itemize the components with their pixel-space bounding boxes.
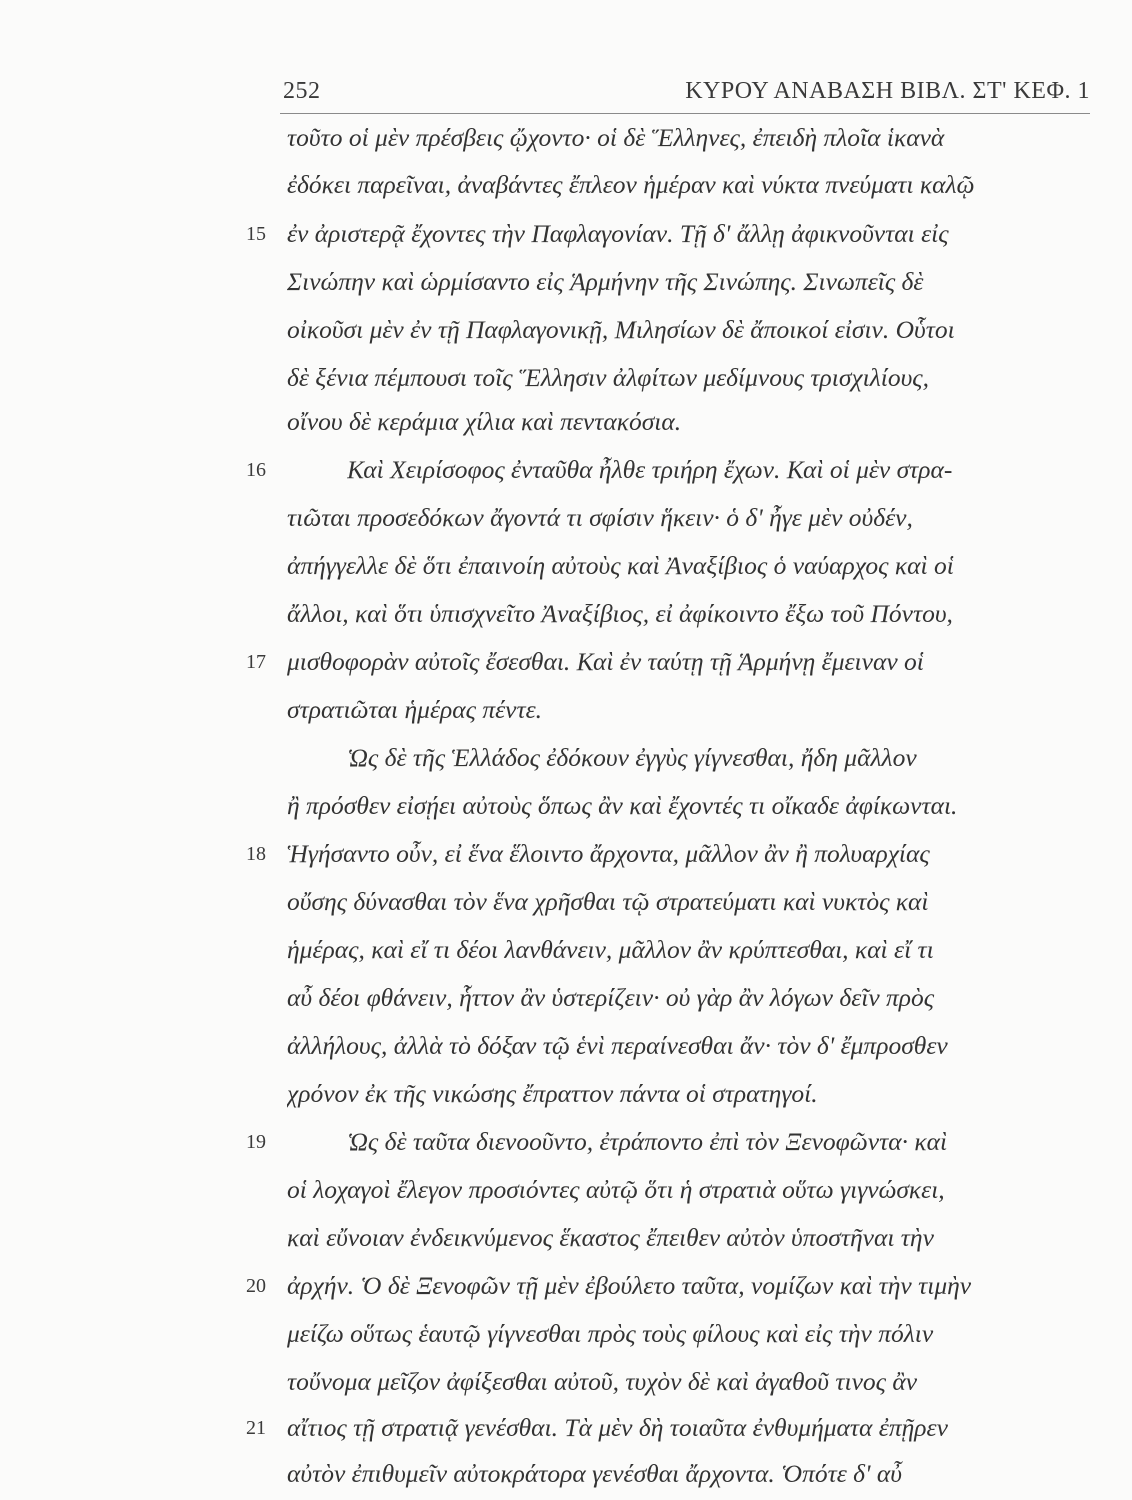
text-line: αὐτὸν ἐπιθυμεῖν αὐτοκράτορα γενέσθαι ἄρχοντα. Ὁπότε δ' αὖ <box>287 1459 902 1488</box>
text-line: ἐν ἀριστερᾷ ἔχοντες τὴν Παφλαγονίαν. Τῇ δ' ἄλλῃ ἀφικνοῦνται εἰς <box>287 219 949 248</box>
text-line: ἄλλοι, καὶ ὅτι ὑπισχνεῖτο Ἀναξίβιος, εἰ ἀφίκοιντο ἔξω τοῦ Πόντου, <box>287 599 953 628</box>
text-line: Ὡς δὲ τῆς Ἑλλάδος ἐδόκουν ἐγγὺς γίγνεσθαι, ἤδη μᾶλλον <box>347 743 917 772</box>
text-line: καὶ εὔνοιαν ἐνδεικνύμενος ἕκαστος ἔπειθεν αὐτὸν ὑποστῆναι τὴν <box>287 1223 934 1252</box>
text-line: χρόνον ἐκ τῆς νικώσης ἔπραττον πάντα οἱ στρατηγοί. <box>287 1079 818 1108</box>
text-line: αὖ δέοι φθάνειν, ἧττον ἂν ὑστερίζειν· οὐ γὰρ ἂν λόγων δεῖν πρὸς <box>287 983 935 1012</box>
text-line: οἰκοῦσι μὲν ἐν τῇ Παφλαγονικῇ, Μιλησίων δὲ ἄποικοί εἰσιν. Οὗτοι <box>287 315 955 344</box>
line-number: 16 <box>246 459 266 481</box>
text-line: αἴτιος τῇ στρατιᾷ γενέσθαι. Τὰ μὲν δὴ τοιαῦτα ἐνθυμήματα ἐπῇρεν <box>287 1413 948 1442</box>
text-line: ἢ πρόσθεν εἰσῄει αὐτοὺς ὅπως ἂν καὶ ἔχοντές τι οἴκαδε ἀφίκωνται. <box>287 791 958 820</box>
text-line: Καὶ Χειρίσοφος ἐνταῦθα ἦλθε τριήρη ἔχων. Καὶ οἱ μὲν στρα- <box>347 455 953 484</box>
text-line: τοῦτο οἱ μὲν πρέσβεις ᾤχοντο· οἱ δὲ Ἕλληνες, ἐπειδὴ πλοῖα ἱκανὰ <box>287 123 945 152</box>
text-line: μισθοφορὰν αὐτοῖς ἔσεσθαι. Καὶ ἐν ταύτῃ τῇ Ἁρμήνῃ ἔμειναν οἱ <box>287 647 924 676</box>
page-number: 252 <box>283 78 321 104</box>
text-line: Σινώπην καὶ ὡρμίσαντο εἰς Ἁρμήνην τῆς Σινώπης. Σινωπεῖς δὲ <box>287 267 924 296</box>
line-number: 18 <box>246 843 266 865</box>
line-number: 19 <box>246 1131 266 1153</box>
line-number: 21 <box>246 1417 266 1439</box>
text-line: τιῶται προσεδόκων ἄγοντά τι σφίσιν ἥκειν· ὁ δ' ἦγε μὲν οὐδέν, <box>287 503 913 532</box>
line-number: 17 <box>246 651 266 673</box>
line-number: 20 <box>246 1275 266 1297</box>
text-line: οὔσης δύνασθαι τὸν ἕνα χρῆσθαι τῷ στρατεύματι καὶ νυκτὸς καὶ <box>287 887 929 916</box>
text-line: Ὡς δὲ ταῦτα διενοοῦντο, ἐτράποντο ἐπὶ τὸν Ξενοφῶντα· καὶ <box>347 1127 948 1156</box>
text-line: ἐδόκει παρεῖναι, ἀναβάντες ἔπλεον ἡμέραν καὶ νύκτα πνεύματι καλῷ <box>287 170 975 199</box>
text-line: Ἡγήσαντο οὖν, εἰ ἕνα ἕλοιντο ἄρχοντα, μᾶλλον ἂν ἢ πολυαρχίας <box>287 839 930 868</box>
text-line: οἴνου δὲ κεράμια χίλια καὶ πεντακόσια. <box>287 407 682 436</box>
line-number: 15 <box>246 223 266 245</box>
text-line: ἀλλήλους, ἀλλὰ τὸ δόξαν τῷ ἑνὶ περαίνεσθαι ἄν· τὸν δ' ἔμπροσθεν <box>287 1031 948 1060</box>
text-line: τοὔνομα μεῖζον ἀφίξεσθαι αὐτοῦ, τυχὸν δὲ καὶ ἀγαθοῦ τινος ἂν <box>287 1367 918 1396</box>
text-line: ἡμέρας, καὶ εἴ τι δέοι λανθάνειν, μᾶλλον ἂν κρύπτεσθαι, καὶ εἴ τι <box>287 935 934 964</box>
text-line: ἀρχήν. Ὁ δὲ Ξενοφῶν τῇ μὲν ἐβούλετο ταῦτα, νομίζων καὶ τὴν τιμὴν <box>287 1271 972 1300</box>
text-line: δὲ ξένια πέμπουσι τοῖς Ἕλλησιν ἀλφίτων μεδίμνους τρισχιλίους, <box>287 363 930 392</box>
text-line: μείζω οὕτως ἑαυτῷ γίγνεσθαι πρὸς τοὺς φίλους καὶ εἰς τὴν πόλιν <box>287 1319 934 1348</box>
text-line: ἀπήγγελλε δὲ ὅτι ἐπαινοίη αὐτοὺς καὶ Ἀναξίβιος ὁ ναύαρχος καὶ οἱ <box>287 551 954 580</box>
running-title: ΚΥΡΟΥ ΑΝΑΒΑΣΗ ΒΙΒΛ. ΣΤ' ΚΕΦ. 1 <box>685 78 1090 104</box>
text-line: στρατιῶται ἡμέρας πέντε. <box>287 695 543 724</box>
text-line: οἱ λοχαγοὶ ἔλεγον προσιόντες αὐτῷ ὅτι ἡ στρατιὰ οὕτω γιγνώσκει, <box>287 1175 945 1204</box>
